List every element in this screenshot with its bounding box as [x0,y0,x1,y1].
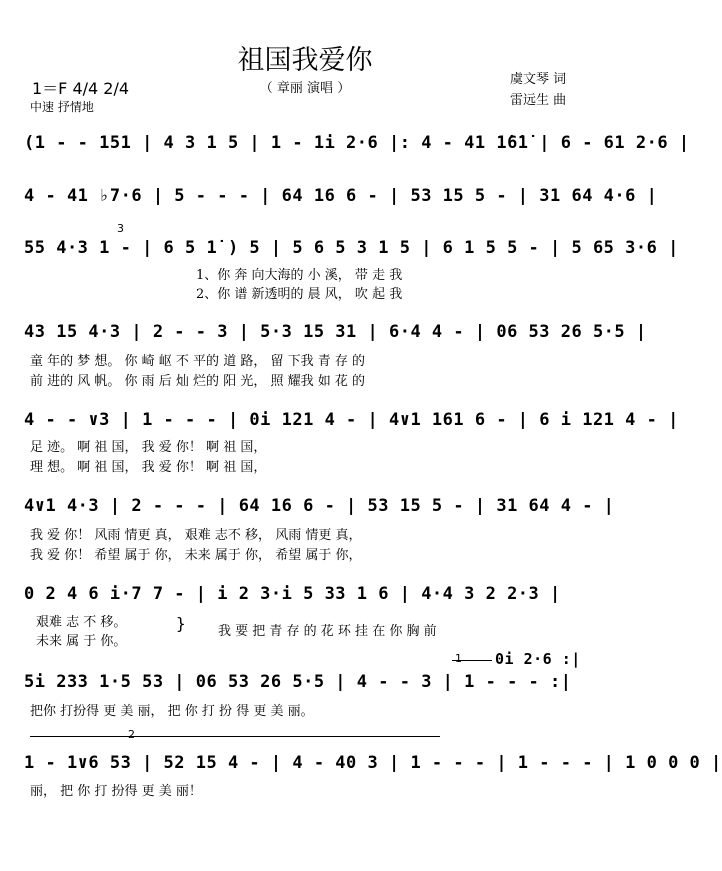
volta-1-notes: 0i 2·6 :| [495,650,581,668]
lyric-line-5b: 理 想。 啊 祖 国， 我 爱 你！ 啊 祖 国， [30,460,267,475]
score-line-1: (1 - - 151 | 4 3 1 5 | 1 - 1i 2·6 |: 4 - 41 1̇6̇1̇ | 6 - 61 2·6 | [24,133,690,153]
lyric-line-3a: 1、你 奔 向大海的 小 溪， 带 走 我 [196,268,403,283]
score-line-6: 4∨1 4·3 | 2 - - - | 64 16 6 - | 53 15 5 - | 31 64 4 - | [24,496,615,516]
lyric-line-6b: 我 爱 你！ 希望 属于 你， 未来 属于 你， 希望 属于 你， [30,548,362,563]
score-line-4: 43 15 4·3 | 2 - - 3 | 5·3 15 31 | 6·4 4 - | 06 53 26 5·5 | [24,322,647,342]
lyric-line-4b: 前 进的 风 帆。 你 雨 后 灿 烂的 阳 光， 照 耀我 如 花 的 [30,374,365,389]
lyric-line-5a: 足 迹。 啊 祖 国， 我 爱 你！ 啊 祖 国， [30,440,267,455]
score-line-8: 5i 233 1·5 53 | 06 53 26 5·5 | 4 - - 3 | 1 - - - :| [24,672,572,692]
tempo-marking: 中速 抒情地 [30,100,94,114]
score-line-9: 1 - 1∨6 53 | 52 15 4 - | 4 - 40 3 | 1 - - - | 1 - - - | 1 0 0 0 | [24,753,722,773]
lyric-line-4a: 童 年的 梦 想。 你 崎 岖 不 平的 道 路， 留 下我 青 存 的 [30,354,365,369]
triplet-marker: 3 [117,222,124,235]
score-line-5: 4 - - ∨3 | 1 - - - | 0i 121 4 - | 4∨1 161 6 - | 6 i 121 4 - | [24,410,679,430]
lyric-line-7b: 未来 属 于 你。 [36,634,127,649]
volta-1-marker: 1 [455,652,462,665]
lyric-line-3b: 2、你 谱 新透明的 晨 风， 吹 起 我 [196,287,403,302]
lyric-line-7a: 艰难 志 不 移。 [36,615,127,630]
lyric-line-9: 丽， 把 你 打 扮得 更 美 丽！ [30,784,202,799]
song-title: 祖国我爱你 [237,45,373,76]
lyricist-credit: 虞文琴 词 [510,72,567,87]
lyric-line-6a: 我 爱 你！ 风雨 情更 真， 艰难 志不 移， 风雨 情更 真， [30,528,362,543]
lyric-line-7-shared: 我 要 把 青 存 的 花 环 挂 在 你 胸 前 [218,624,437,639]
lyric-line-8: 把你 打扮得 更 美 丽， 把 你 打 扮 得 更 美 丽。 [30,704,314,719]
composer-credit: 雷远生 曲 [510,93,567,108]
volta-1-bracket [452,660,492,661]
singer-credit: （ 章丽 演唱 ） [259,81,351,96]
volta-2-bracket [30,736,440,737]
brace-symbol: } [176,614,186,633]
volta-2-marker: 2 [128,728,135,741]
key-signature: 1＝F 4/4 2/4 [32,79,130,98]
score-line-7: 0 2 4 6 i·7 7 - | i 2 3·i 5 33 1 6 | 4·4 3 2 2·3 | [24,584,561,604]
score-line-2: 4 - 41 ♭7·6 | 5 - - - | 64 16 6 - | 53 15 5 - | 31 64 4·6 | [24,186,658,206]
score-line-3: 55 4·3 1 - | 6 5 1̇ ) 5 | 5 6 5 3 1 5 | 6 1 5 5 - | 5 65 3·6 | [24,238,679,258]
